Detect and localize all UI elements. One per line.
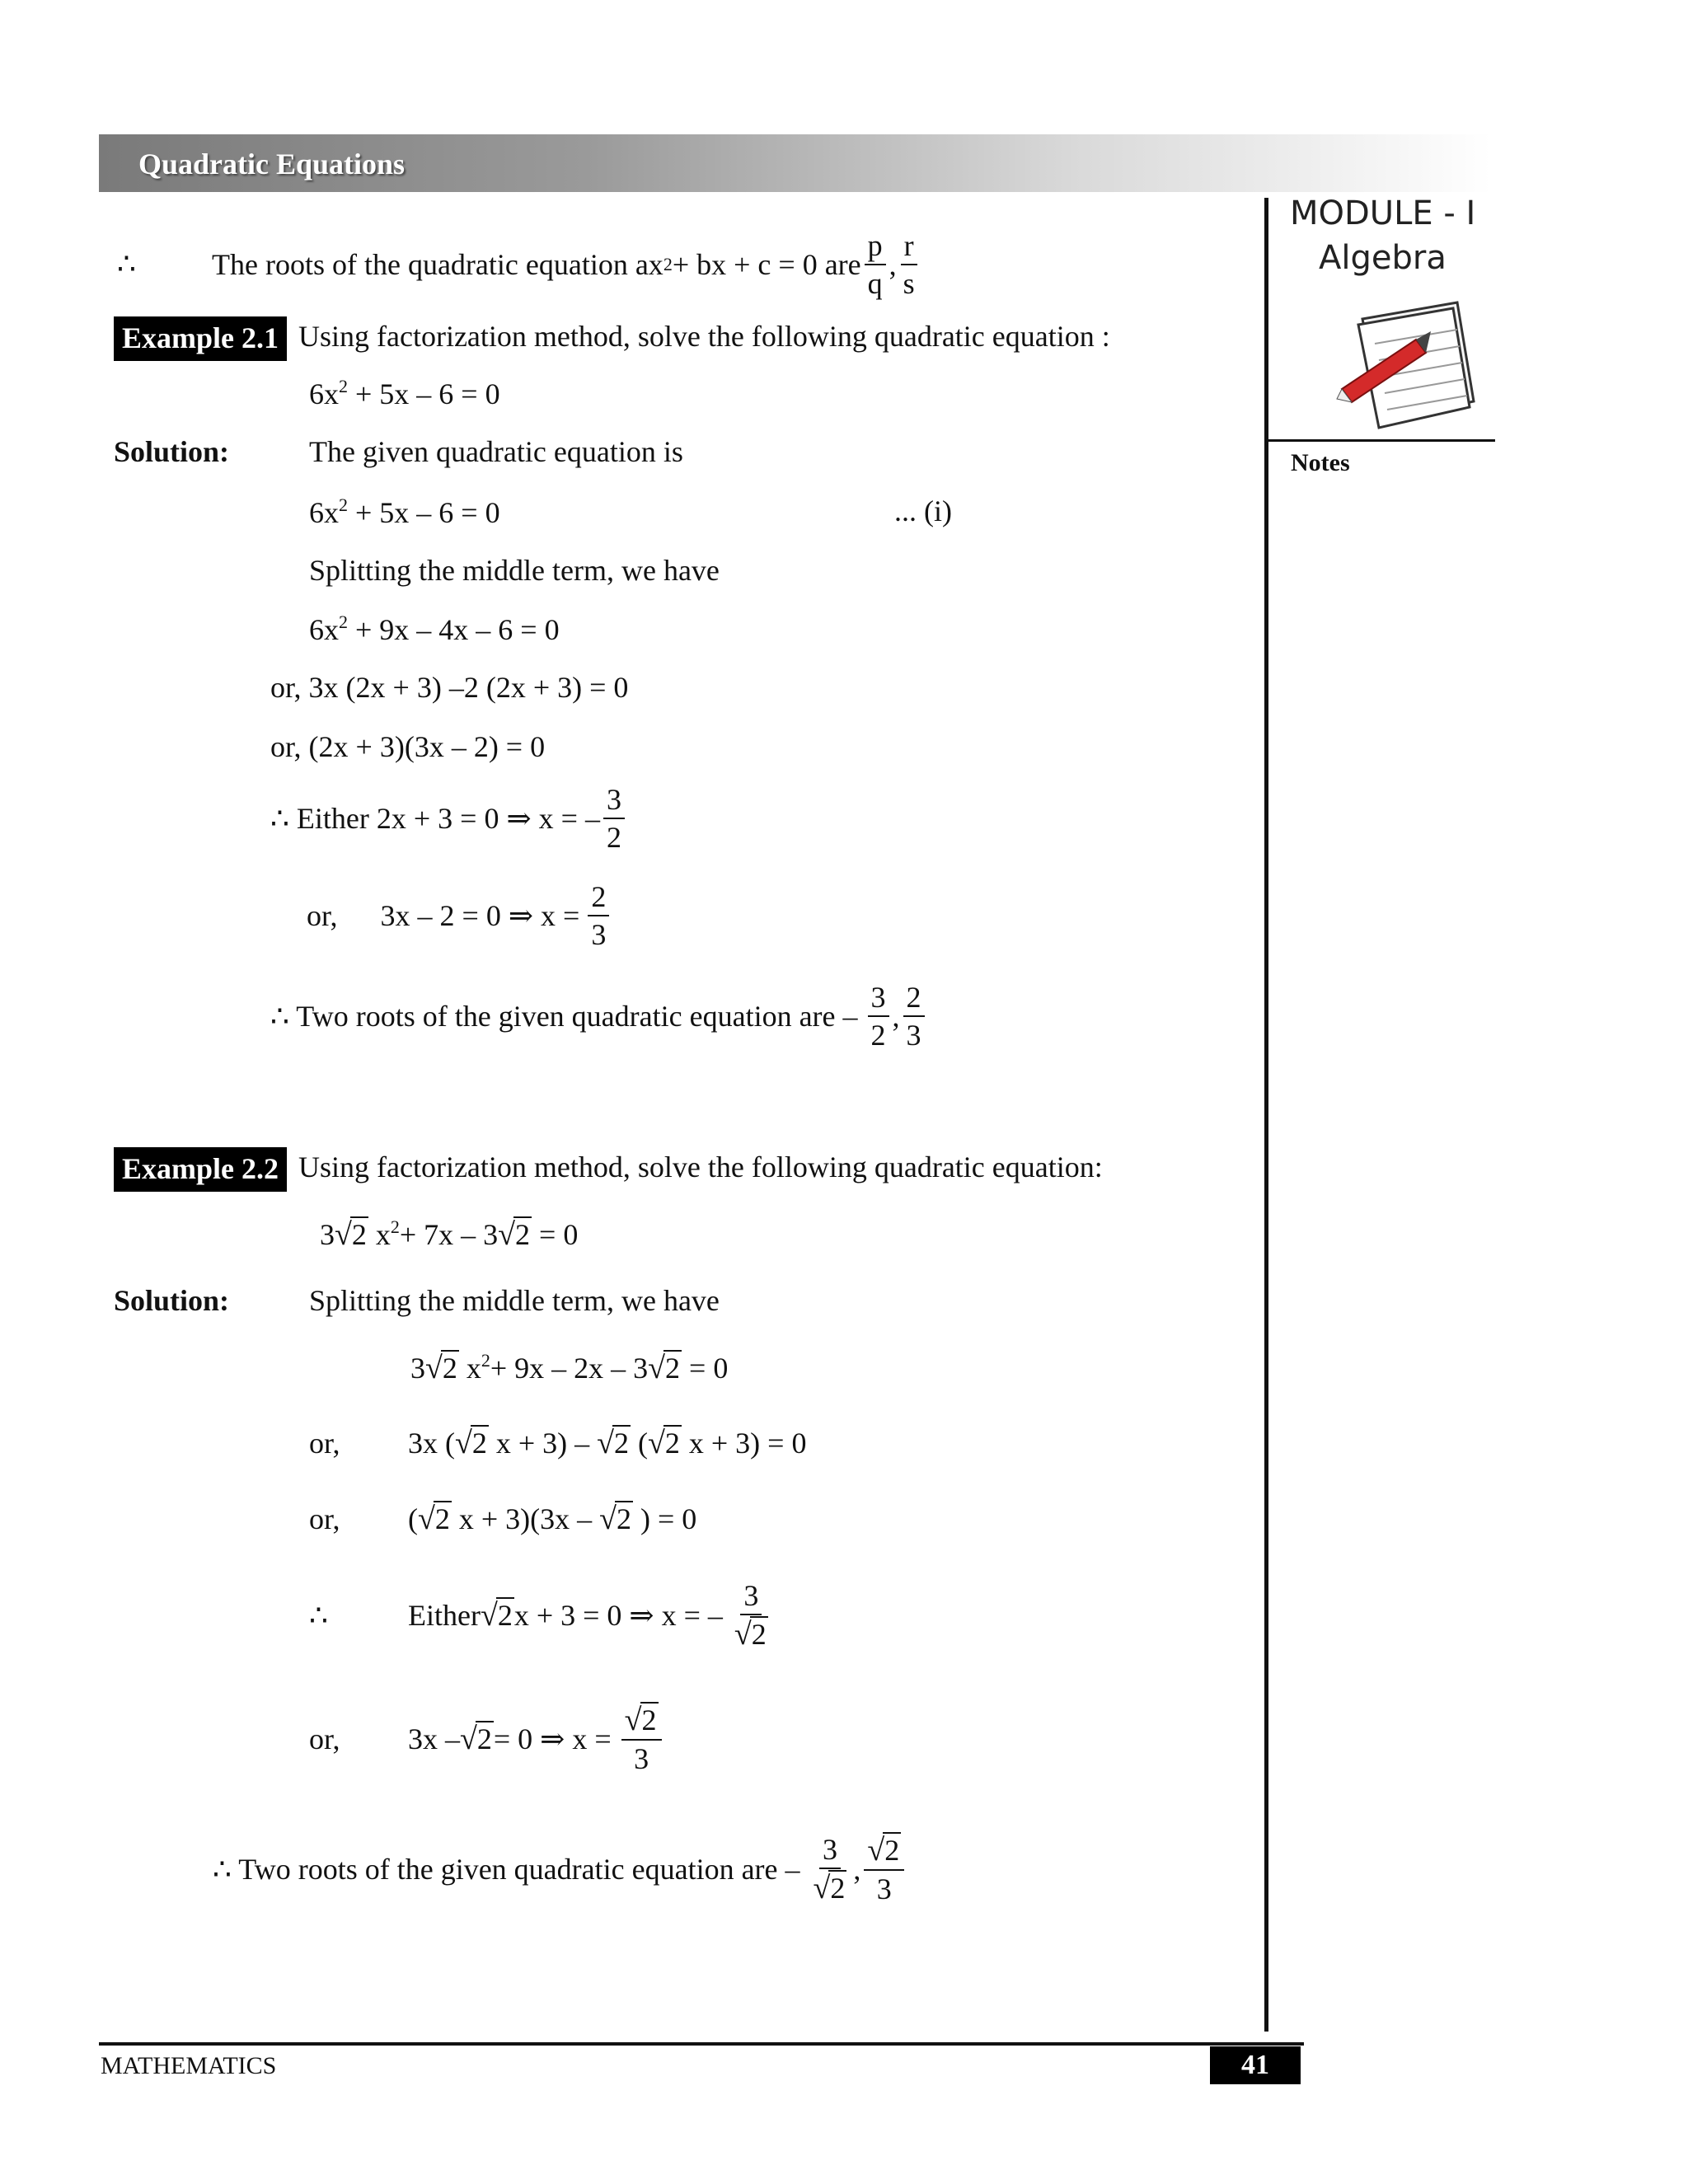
notes-rule <box>1264 439 1495 442</box>
ex2-factor-step: or, 3x (√2 x + 3) – √2 (√2 x + 3) = 0 <box>309 1426 807 1460</box>
ex2-splitting-line: Splitting the middle term, we have <box>309 1284 720 1317</box>
fraction-3-2: $\frac{3}{2}$ <box>603 785 625 852</box>
ex2-equation: 3√2 $x^2+ 7x - 3√2 = 0$ <box>320 1216 579 1252</box>
footer-rule <box>99 2042 1304 2046</box>
ex2-or-line: or, 3x – √2 = 0 ⇒ x = $\frac{√2}{3}$ <box>309 1704 665 1774</box>
ex1-conclusion: ∴ Two roots of the given quadratic equation are – $\frac{3}{2}$ , $\frac{2}{3}$ <box>270 982 928 1050</box>
notepad-pencil-icon <box>1334 298 1482 443</box>
example-2-1-badge: Example 2.1 <box>114 316 287 361</box>
module-label: MODULE - I <box>1290 194 1476 232</box>
ex1-split-equation: $6x^2 + 9x - 4x - 6 = 0$ <box>309 612 560 646</box>
fraction-3-root2: $\frac{3}{√2}$ <box>813 1833 846 1905</box>
ex1-or-line: or, 3x – 2 = 0 ⇒ x = $\frac{2}{3}$ <box>307 882 612 949</box>
intro-text: The roots of the quadratic equation ax <box>212 248 663 281</box>
footer-subject: MATHEMATICS <box>101 2052 277 2079</box>
notes-label: Notes <box>1291 449 1350 476</box>
fraction-root2-3: $\frac{√2}{3}$ <box>621 1704 662 1774</box>
fraction-root2-3: $\frac{√2}{3}$ <box>864 1835 904 1904</box>
intro-text-2: + bx + c = 0 are <box>672 248 861 281</box>
ex1-factored: or, (2x + 3)(3x – 2) = 0 <box>270 730 546 763</box>
ex2-split-equation: 3√2 $x^2+ 9x - 2x - 3√2 = 0$ <box>410 1350 729 1385</box>
example-2-2-prompt: Using factorization method, solve the following quadratic equation: <box>298 1151 1103 1183</box>
sidebar-divider <box>1264 198 1268 2032</box>
fraction-p-q: $\frac{p}{q}$ <box>865 231 886 298</box>
ex1-equation: $6x^2 + 5x - 6 = 0$ <box>309 376 500 410</box>
example-2-1-prompt: Using factorization method, solve the following quadratic equation : <box>298 320 1110 353</box>
ex2-either-line: ∴ Either √2 x + 3 = 0 ⇒ x = – $\frac{3}{√2}$ <box>309 1581 775 1650</box>
exponent: 2 <box>663 254 673 274</box>
ex1-splitting-line: Splitting the middle term, we have <box>309 554 720 587</box>
ex1-equation-i: $6x^2 + 5x - 6 = 0$ <box>309 494 500 529</box>
ex1-solution-label: Solution: <box>114 435 230 468</box>
therefore-symbol: ∴ <box>117 247 136 280</box>
intro-roots-line <box>212 231 921 298</box>
fraction-3-root2: $\frac{3}{√2}$ <box>734 1579 767 1652</box>
page-number: 41 <box>1210 2046 1301 2084</box>
ex1-given-line: The given quadratic equation is <box>309 435 683 468</box>
comma: , <box>889 248 897 281</box>
ex1-equation-tag: ... (i) <box>894 494 952 527</box>
fraction-2-3: $\frac{2}{3}$ <box>903 982 925 1050</box>
fraction-2-3: $\frac{2}{3}$ <box>588 882 609 949</box>
ex2-solution-label: Solution: <box>114 1284 230 1317</box>
fraction-r-s: $\frac{r}{s}$ <box>900 231 918 298</box>
subject-label: Algebra <box>1319 239 1447 277</box>
ex1-factor-step: or, 3x (2x + 3) –2 (2x + 3) = 0 <box>270 671 629 704</box>
ex2-factored: or, (√2 x + 3)(3x – √2 ) = 0 <box>309 1502 697 1536</box>
ex1-either-line: ∴ Either 2x + 3 = 0 ⇒ x = – $\frac{3}{2}$ <box>270 785 628 852</box>
page-title: Quadratic Equations <box>138 148 406 180</box>
fraction-3-2: $\frac{3}{2}$ <box>868 982 889 1050</box>
ex2-conclusion: ∴ Two roots of the given quadratic equation are – $\frac{3}{√2}$ , $\frac{√2}{3}$ <box>213 1835 907 1904</box>
example-2-2-badge: Example 2.2 <box>114 1147 287 1192</box>
